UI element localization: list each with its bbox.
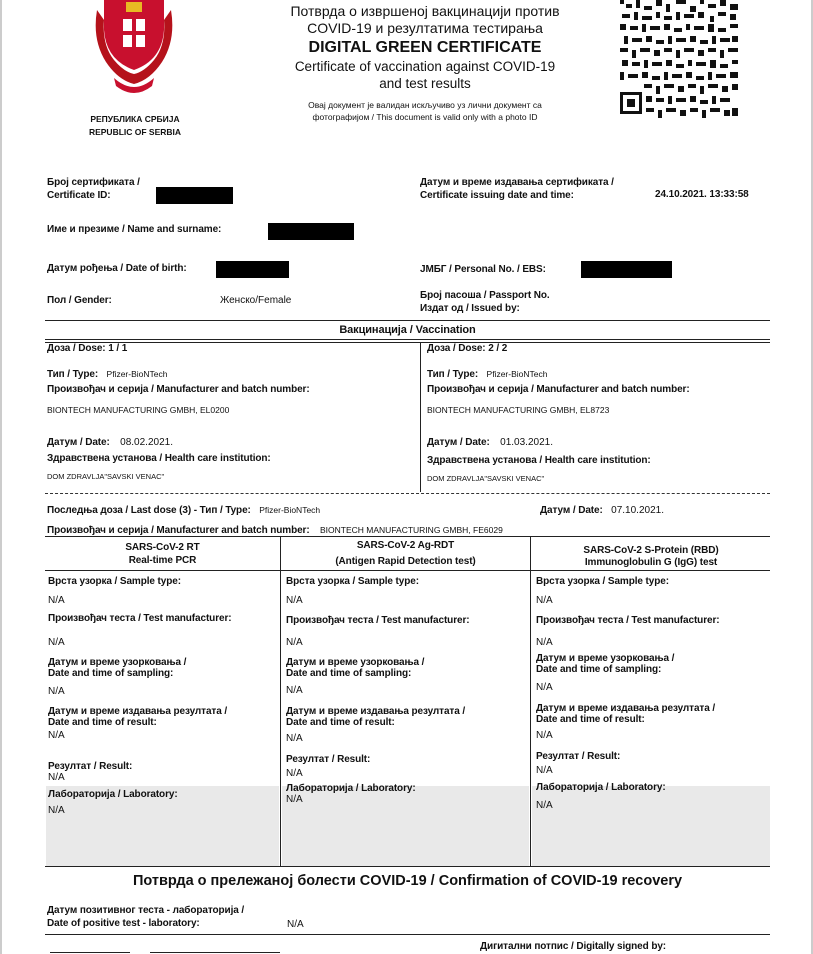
title-block [250,3,600,123]
certificate-id-label: Број сертификата / Certificate ID: [47,177,140,201]
subtitle-2: and test results [379,76,471,91]
dose-1-date: Датум / Date: 08.02.2021. [47,437,173,448]
test-col-ag-rdt: Врста узорка / Sample type: N/A Произвођач теста / Test manufacturer: N/A Датум и време узорковања / Date and time of sampling: N/A Датум и време издавања резултата / Date and time of result: N/A Резултат / Result: N/A Лабораторија / Laboratory: N/A [286,576,470,805]
test-col-igg-title: SARS-CoV-2 S-Protein (RBD) Immunoglobulin G (IgG) test [583,545,719,568]
qr-code [620,0,740,122]
dose-1-manufacturer-value: BIONTECH MANUFACTURING GMBH, EL0200 [47,405,230,415]
subtitle-1: Certificate of vaccination against COVID-19 [294,59,556,74]
issuing-date-value: 24.10.2021. 13:33:58 [655,189,749,200]
dose-1-label: Доза / Dose: 1 / 1 [47,343,128,354]
dose-1-institution-value: DOM ZDRAVLJA"SAVSKI VENAC" [47,472,165,481]
last-dose-manufacturer: Произвођач и серија / Manufacturer and batch number: BIONTECH MANUFACTURING GMBH, FE6029 [47,525,503,536]
dose-1-type: Тип / Type: Pfizer-BioNTech [47,369,168,380]
redacted-name [268,223,354,240]
digital-signature-label: Дигитални потпис / Digitally signed by: [480,941,667,952]
validity-note-1: Овај документ је валидан искључиво уз лични документ са [308,100,542,110]
positive-test-value: N/A [287,919,304,930]
dose-2-manufacturer-value: BIONTECH MANUFACTURING GMBH, EL8723 [427,405,610,415]
test-col-pcr-title: SARS-CoV-2 RT Real-time PCR [125,542,200,566]
test-col-igg: Врста узорка / Sample type: N/A Произвођач теста / Test manufacturer: N/A Датум и време узорковања / Date and time of sampling: N/A Датум и време издавања резултата / Date and time of result: N/A Резултат / Result: N/A Лабораторија / Laboratory: N/A [536,576,720,811]
dose-2-label: Доза / Dose: 2 / 2 [427,343,508,354]
vaccination-heading: Вакцинација / Vaccination [339,324,476,336]
validity-note-2: фотографијом / This document is valid only with a photo ID [312,112,538,122]
positive-test-label: Датум позитивног теста - лабораторија / Date of positive test - laboratory: [47,905,245,929]
page-title: DIGITAL GREEN CERTIFICATE [308,39,542,56]
dose-1-manufacturer-label: Произвођач и серија / Manufacturer and batch number: [47,384,310,395]
redacted-certificate-id [156,187,233,204]
dose-2-date: Датум / Date: 01.03.2021. [427,437,553,448]
dob-label: Датум рођења / Date of birth: [47,263,187,274]
title-sr: Потврда о извршеној вакцинацији против [290,3,560,19]
test-col-ag-rdt-title: SARS-CoV-2 Ag-RDT (Antigen Rapid Detection test) [335,540,476,567]
dose-2-institution-value: DOM ZDRAVLJA"SAVSKI VENAC" [427,474,545,483]
gender-label: Пол / Gender: [47,295,112,306]
recovery-heading: Потврда о прележаној болести COVID-19 / Confirmation of COVID-19 recovery [132,873,683,889]
dose-2-manufacturer-label: Произвођач и серија / Manufacturer and batch number: [427,384,690,395]
last-dose-date: Датум / Date: 07.10.2021. [540,505,664,516]
dose-2-institution-label: Здравствена установа / Health care institution: [427,455,651,466]
serbia-coat-of-arms-icon [92,0,176,100]
dose-1-institution-label: Здравствена установа / Health care institution: [47,453,271,464]
country-name: РЕПУБЛИКА СРБИЈА REPUBLIC OF SERBIA [88,114,182,137]
gender-value: Женско/Female [220,295,292,306]
name-label: Име и презиме / Name and surname: [47,224,222,235]
dose-2-type: Тип / Type: Pfizer-BioNTech [427,369,548,380]
redacted-dob [216,261,289,278]
personal-no-label: ЈМБГ / Personal No. / EBS: [420,264,546,275]
test-col-pcr: Врста узорка / Sample type: N/A Произвођач теста / Test manufacturer: N/A Датум и време узорковања / Date and time of sampling: N/A Датум и време издавања резултата / Date and time of result: N/A Резултат / Result: N/A Лабораторија / Laboratory: N/A [48,576,232,816]
last-dose: Последња доза / Last dose (3) - Тип / Type: Pfizer-BioNTech [47,505,321,516]
title-sr-2: COVID-19 и резултатима тестирања [307,20,543,36]
issuing-date-label: Датум и време издавања сертификата / Certificate issuing date and time: [420,177,614,201]
passport-label: Број пасоша / Passport No. Издат од / Issued by: [420,290,550,314]
redacted-personal-no [581,261,672,278]
